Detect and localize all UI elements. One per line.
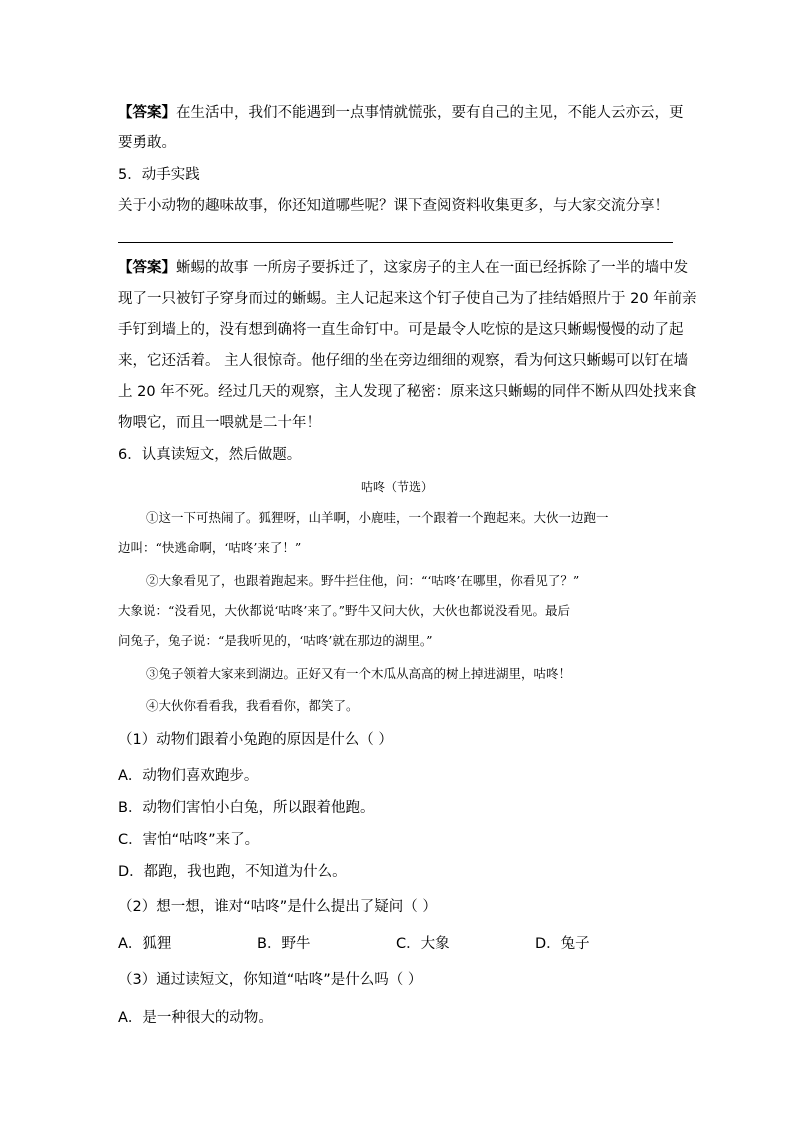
answer-2-line-3: 手钉到墙上的，没有想到确将一直生命钉中。可是最令人吃惊的是这只蜥蜴慢慢的动了起 [118,322,684,338]
passage-line-4: 大象说：“没看见，大伙都说‘咕咚’来了。”野牛又问大伙，大伙也都说没看见。最后 [118,603,570,618]
sub-question-2: （2）想一想，谁对“咕咚”是什么提出了疑问（ ） [118,899,437,915]
answer-2-line-1 [118,258,688,278]
passage-line-6: ③兔子领着大家来到湖边。正好又有一个木瓜从高高的树上掉进湖里，咕咚！ [146,666,572,681]
passage-line-7: ④大伙你看看我，我看看你，都笑了。 [146,698,359,713]
passage-line-5: 问兔子，兔子说：“是我听见的，‘咕咚’就在那边的湖里。” [118,633,433,648]
question-6-title: 6．认真读短文，然后做题。 [118,447,302,463]
sub-question-3: （3）通过读短文，你知道“咕咚”是什么吗（ ） [118,972,423,988]
sub-1-option-a: A．动物们喜欢跑步。 [118,768,259,784]
passage-line-1: ①这一下可热闹了。狐狸呀，山羊啊，小鹿哇，一个跟着一个跑起来。大伙一边跑一 [146,510,609,525]
sub-2-option-c: C．大象 [396,936,450,952]
sub-1-option-b: B．动物们害怕小白兔，所以跟着他跑。 [118,800,375,816]
sub-2-option-a: A．狐狸 [118,936,172,952]
passage-title: 咕咚（节选） [360,480,433,494]
passage-line-3: ②大象看见了，也跟着跑起来。野牛拦住他，问：“‘咕咚’在哪里，你看见了？” [146,573,580,588]
question-5-title: 5．动手实践 [118,167,200,183]
answer-2-line-4: 来，它还活着。 主人很惊奇。他仔细的坐在旁边细细的观察，看为何这只蜥蜴可以钉在墙 [118,353,689,369]
answer-2-line-6: 物喂它，而且一喂就是二十年！ [118,415,321,431]
sub-2-option-b: B．野牛 [257,936,311,952]
sub-1-option-c: C．害怕“咕咚”来了。 [118,832,260,848]
answer-2-label: 【答案】 [118,260,176,276]
question-5-prompt: 关于小动物的趣味故事，你还知道哪些呢？课下查阅资料收集更多，与大家交流分享！ [118,198,669,214]
answer-divider [118,242,673,243]
sub-2-option-d: D．兔子 [535,936,590,952]
answer-1-label: 【答案】 [118,105,176,121]
passage-line-2: 边叫：“快逃命啊，‘咕咚’来了！” [118,540,302,555]
sub-1-option-d: D．都跑，我也跑，不知道为什么。 [118,864,347,880]
answer-2-line-5: 上 20 年不死。经过几天的观察，主人发现了秘密：原来这只蜥蜴的同伴不断从四处找来食 [118,384,697,400]
answer-2-text-1: 蜥蜴的故事 一所房子要拆迁了，这家房子的主人在一面已经拆除了一半的墙中发 [176,260,689,276]
answer-1-line-1 [118,103,684,123]
answer-1-text-1: 在生活中，我们不能遇到一点事情就慌张，要有自己的主见，不能人云亦云，更 [176,105,684,121]
sub-question-1: （1）动物们跟着小兔跑的原因是什么（ ） [118,732,393,748]
answer-2-line-2: 现了一只被钉子穿身而过的蜥蜴。主人记起来这个钉子使自己为了挂结婚照片于 20 年前亲 [118,291,697,307]
answer-1-line-2: 要勇敢。 [118,135,176,151]
sub-3-option-a: A．是一种很大的动物。 [118,1010,273,1026]
